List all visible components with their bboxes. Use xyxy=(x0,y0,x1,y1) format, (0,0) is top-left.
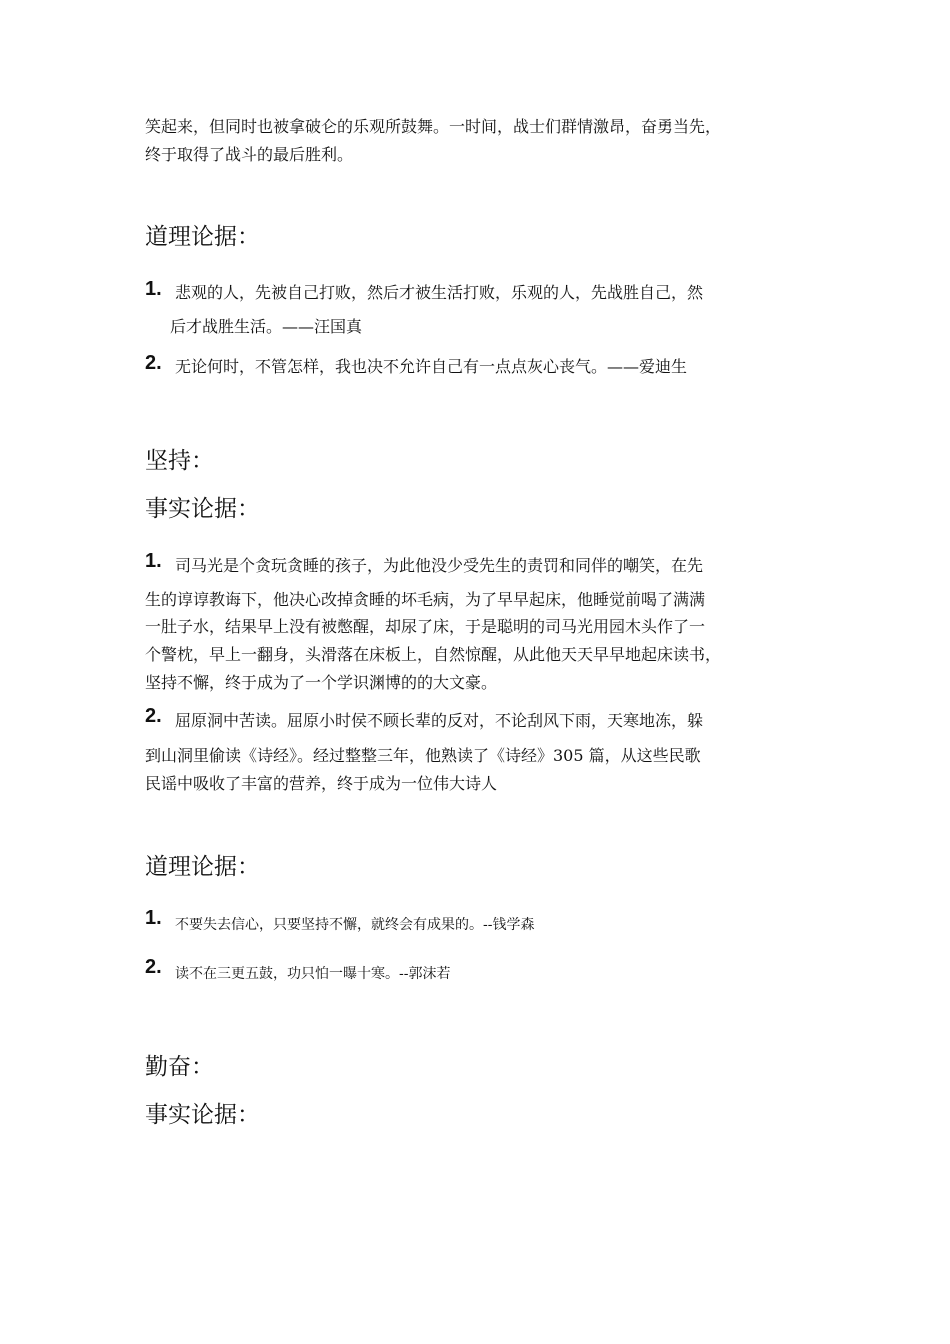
list-item-line: 一肚子水，结果早上没有被憋醒，却尿了床，于是聪明的司马光用园木头作了一 xyxy=(145,617,706,636)
list-item-number: 2. xyxy=(145,956,162,978)
list-item-line: 民谣中吸收了丰富的营养，终于成为一位伟大诗人 xyxy=(145,774,498,793)
topic-heading: 坚持： xyxy=(145,448,214,474)
section-heading: 道理论据： xyxy=(145,854,260,880)
list-item-line: 屈原洞中苦读。屈原小时侯不顾长辈的反对，不论刮风下雨，天寒地冻，躲 xyxy=(175,711,704,730)
list-item-number: 1. xyxy=(145,278,162,300)
section-heading: 事实论据： xyxy=(145,496,260,522)
list-item-line: 司马光是个贪玩贪睡的孩子，为此他没少受先生的责罚和同伴的嘲笑，在先 xyxy=(175,556,704,575)
section-heading: 道理论据： xyxy=(145,224,260,250)
section-heading: 事实论据： xyxy=(145,1102,260,1128)
list-item-number: 1. xyxy=(145,907,162,929)
list-item-line: 生的谆谆教诲下，他决心改掉贪睡的坏毛病，为了早早起床，他睡觉前喝了满满 xyxy=(145,590,706,609)
list-item-number: 2. xyxy=(145,352,162,374)
list-item-number: 2. xyxy=(145,705,162,727)
list-item-line: 个警枕，早上一翻身，头滑落在床板上，自然惊醒，从此他天天早早地起床读书， xyxy=(145,645,722,664)
list-item-number: 1. xyxy=(145,550,162,572)
list-item-line: 后才战胜生活。——汪国真 xyxy=(170,317,363,336)
list-item-line: 读不在三更五鼓，功只怕一曝十寒。--郭沫若 xyxy=(175,966,451,982)
list-item-line: 坚持不懈，终于成为了一个学识渊博的的大文豪。 xyxy=(145,673,498,692)
intro-line-2: 终于取得了战斗的最后胜利。 xyxy=(145,145,354,164)
topic-heading: 勤奋： xyxy=(145,1054,214,1080)
list-item-line: 悲观的人，先被自己打败，然后才被生活打败，乐观的人，先战胜自己，然 xyxy=(175,283,704,302)
intro-line-1: 笑起来，但同时也被拿破仑的乐观所鼓舞。一时间，战士们群情激昂，奋勇当先， xyxy=(145,117,722,136)
list-item-line: 无论何时，不管怎样，我也决不允许自己有一点点灰心丧气。——爱迪生 xyxy=(175,357,688,376)
list-item-line: 不要失去信心，只要坚持不懈，就终会有成果的。--钱学森 xyxy=(175,917,535,933)
list-item-line: 到山洞里偷读《诗经》。经过整整三年，他熟读了《诗经》305 篇，从这些民歌 xyxy=(145,746,701,765)
